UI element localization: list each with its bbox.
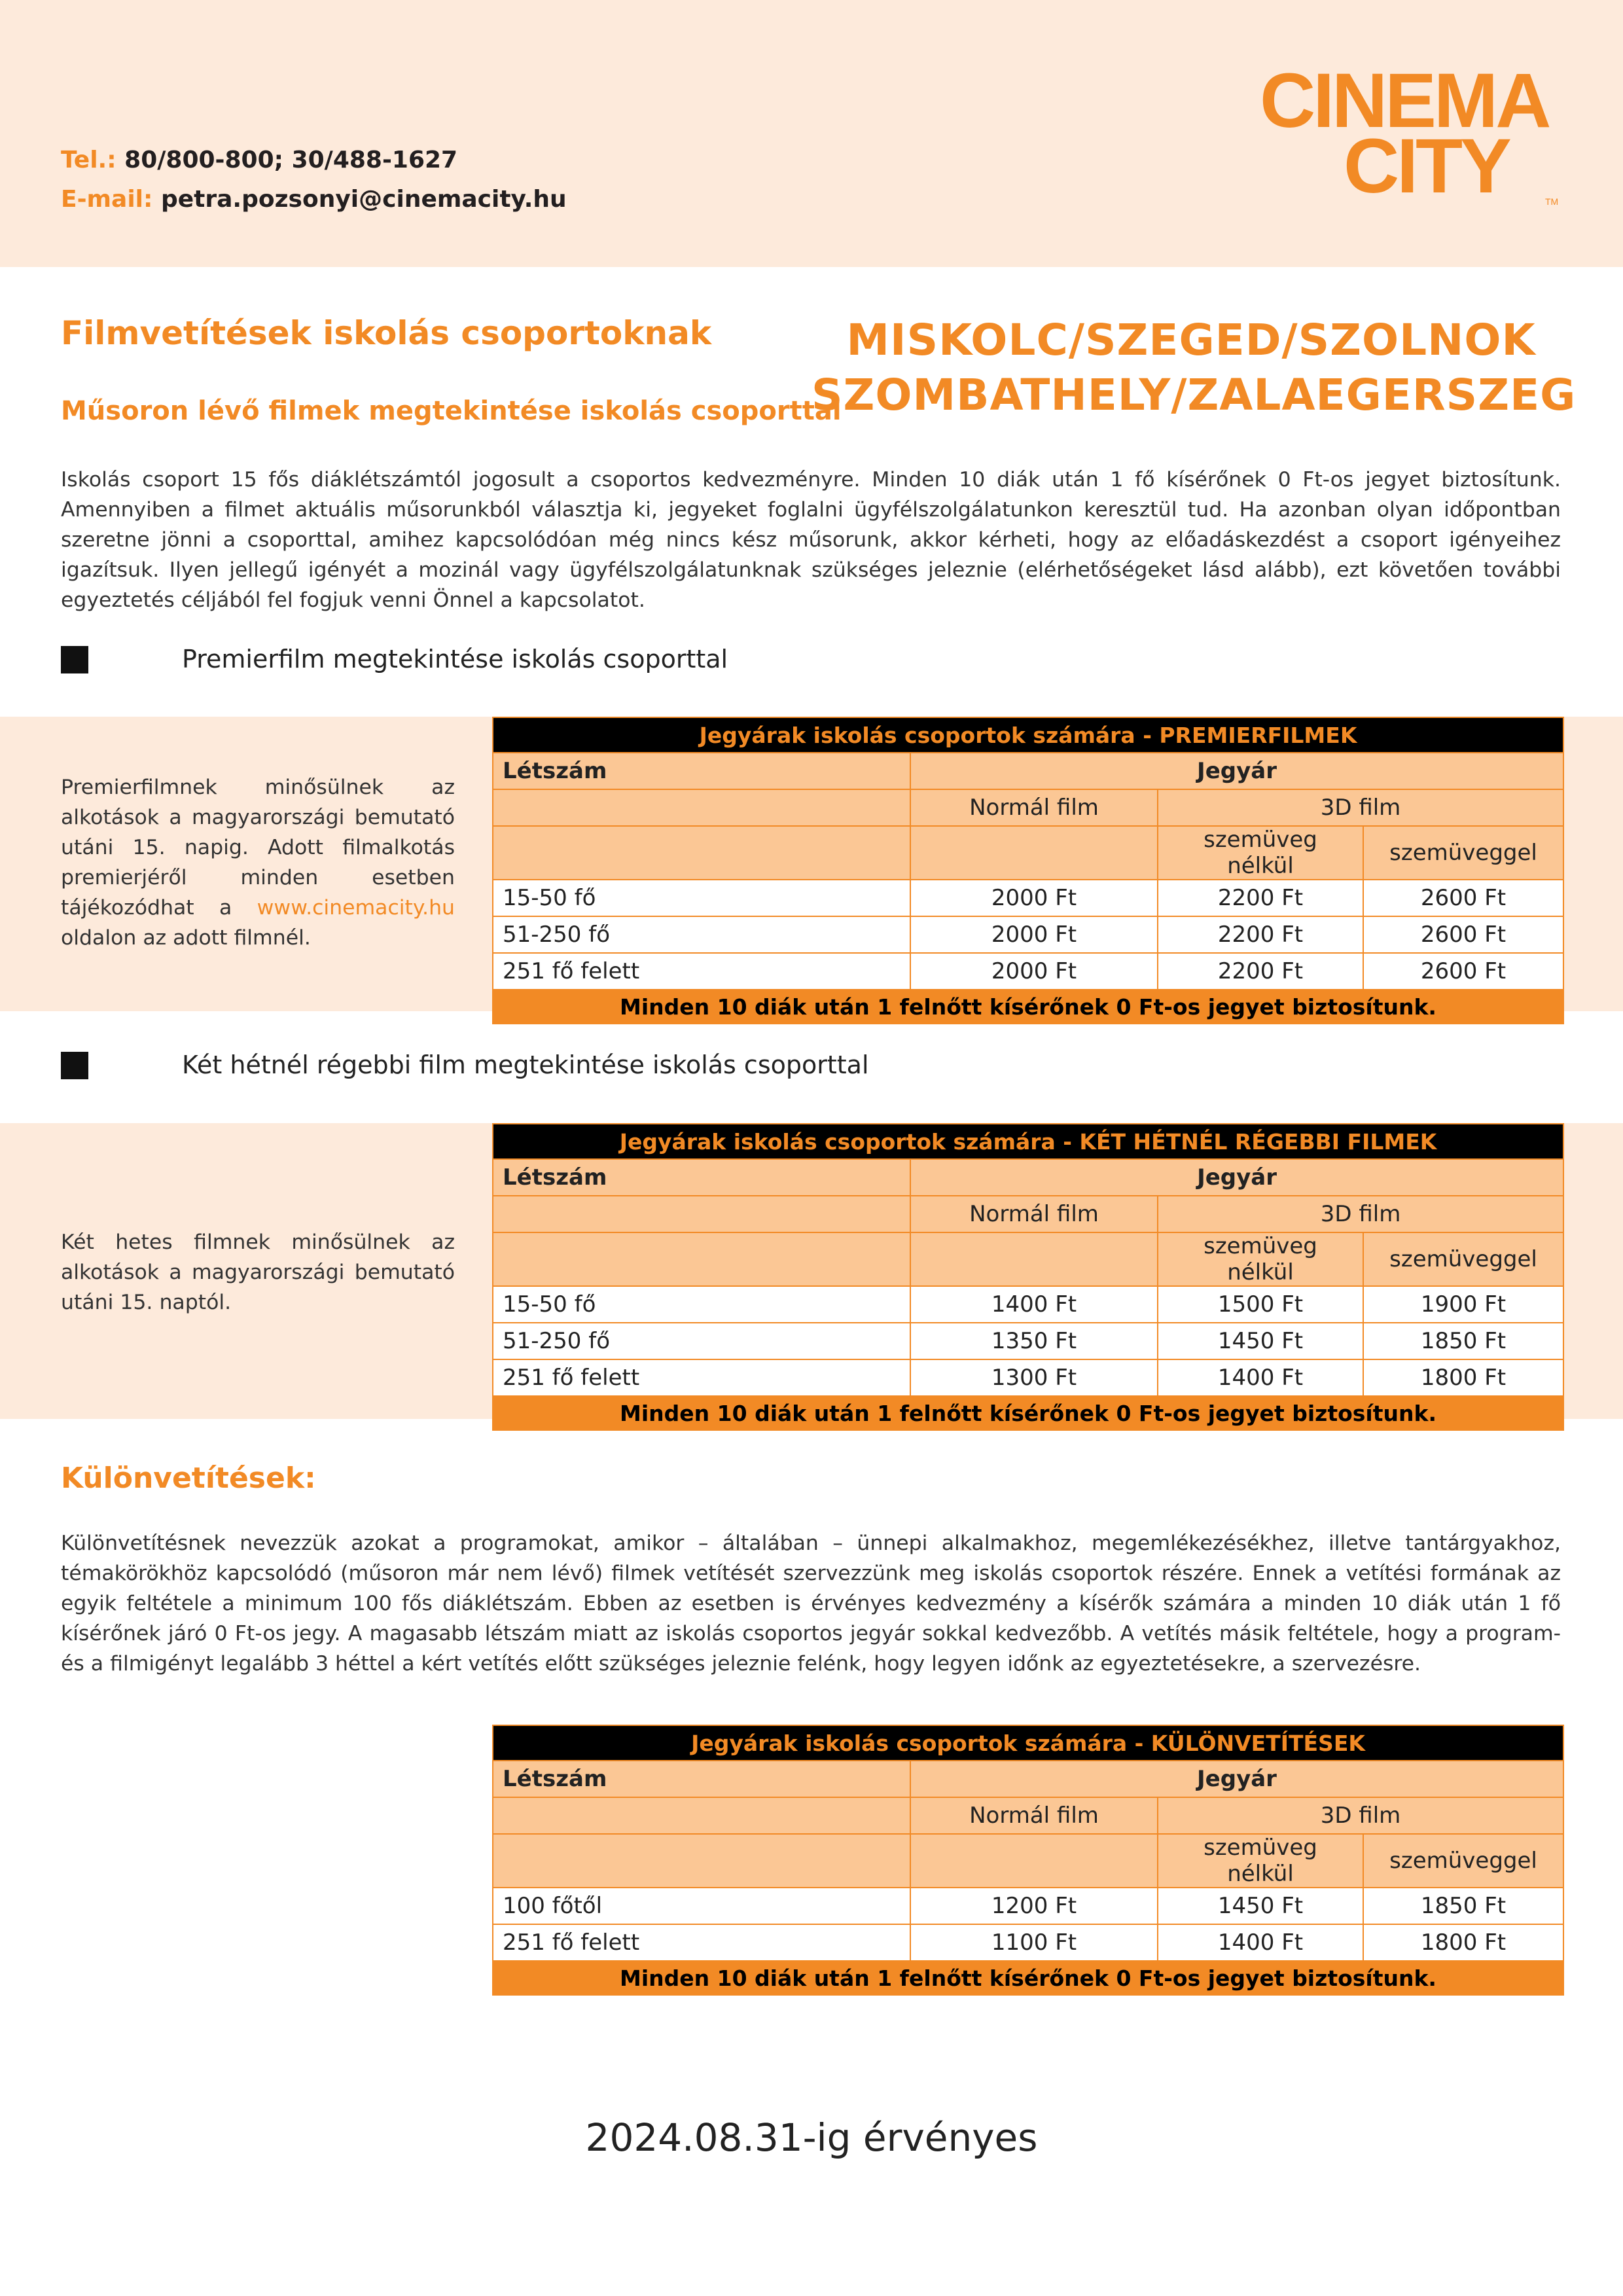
row-glass-price: 1900 Ft (1363, 1286, 1563, 1323)
empty-cell (493, 1797, 910, 1834)
table-row (493, 1286, 1563, 1323)
row-count: 251 fő felett (493, 953, 910, 990)
cities-line-1: MISKOLC/SZEGED/SZOLNOK (846, 315, 1536, 365)
col-noglass-header: szemüveg nélkül (1158, 1232, 1363, 1286)
premier-description-tail: oldalon az adott filmnél. (61, 926, 311, 950)
bullet-square-icon (61, 646, 88, 673)
row-noglass-price: 1450 Ft (1158, 1888, 1363, 1924)
email-line (61, 180, 567, 219)
col-normal-header: Normál film (910, 1797, 1158, 1834)
col-noglass-header: szemüveg nélkül (1158, 826, 1363, 880)
col-normal-header: Normál film (910, 1196, 1158, 1232)
table-row (493, 1359, 1563, 1396)
row-noglass-price: 1500 Ft (1158, 1286, 1363, 1323)
col-price-header: Jegyár (910, 1761, 1563, 1797)
row-normal-price: 1400 Ft (910, 1286, 1158, 1323)
row-glass-price: 1800 Ft (1363, 1359, 1563, 1396)
section-older-title: Két hétnél régebbi film megtekintése iskolás csoporttal (182, 1050, 869, 1079)
table-row (493, 916, 1563, 953)
table-title: Jegyárak iskolás csoportok számára - PREMIERFILMEK (493, 717, 1563, 753)
row-count: 251 fő felett (493, 1359, 910, 1396)
row-count: 15-50 fő (493, 880, 910, 916)
row-glass-price: 1850 Ft (1363, 1888, 1563, 1924)
intro-paragraph: Iskolás csoport 15 fős diáklétszámtól jogosult a csoportos kedvezményre. Minden 10 diák után 1 fő kísérőnek 0 Ft-os jegyet biztosítunk. Amennyiben a filmet aktuális műsorunkból választja ki, jegyeket foglalni ügyfélszolgálatunkon keresztül tud. Ha azonban olyan időpontban szeretne jönni a csoporttal, amihez kapcsolódóan még nincs kész műsorunk, akkor kérheti, hogy az előadáskezdést a csoport igényeihez igazítsuk. Ilyen jellegű igényét a mozinál vagy ügyfélszolgálatunknak szükséges jeleznie (elérhetőségeket lásd alább), ezt követően további egyeztetés céljából fel fogjuk venni Önnel a kapcsolatot. (61, 468, 1561, 612)
col-3d-header: 3D film (1158, 1196, 1563, 1232)
special-screenings-text: Különvetítésnek nevezzük azokat a programokat, amikor – általában – ünnepi alkalmakhoz, megemlékezésékhez, illetve tantárgyakhoz, témakörökhöz kapcsolódó (műsoron már nem lévő) filmek vetítését szervezzünk meg iskolás csoportok részére. Ennek a vetítési formának az egyik feltétele a minimum 100 fős diáklétszám. Ebben az esetben is érvényes kedvezmény a kísérők számára a minden 10 diák után 1 fő kísérőnek járó 0 Ft-os jegy. A magasabb létszám miatt az iskolás csoportos jegyár sokkal kedvezőbb. A vetítés másik feltétele, hogy a program- és a filmigényt legalább 3 héttel a kért vetítés előtt szükséges jeleznie felénk, hogy legyen időnk az egyeztetésekre, a szervezésre. (61, 1532, 1561, 1676)
col-count-header: Létszám (493, 1159, 910, 1196)
row-count: 15-50 fő (493, 1286, 910, 1323)
cinema-city-logo (1260, 58, 1567, 213)
row-glass-price: 2600 Ft (1363, 880, 1563, 916)
col-noglass-header: szemüveg nélkül (1158, 1834, 1363, 1888)
row-normal-price: 2000 Ft (910, 880, 1158, 916)
cities-line-2: SZOMBATHELY/ZALAEGERSZEG (812, 370, 1577, 420)
empty-cell (493, 1232, 910, 1286)
table-footer-note: Minden 10 diák után 1 felnőtt kísérőnek 0 Ft-os jegyet biztosítunk. (493, 990, 1563, 1024)
row-normal-price: 1100 Ft (910, 1924, 1158, 1961)
page-subtitle: Műsoron lévő filmek megtekintése iskolás csoporttal (61, 396, 842, 426)
page-title: Filmvetítések iskolás csoportoknak (61, 314, 712, 352)
table-row (493, 880, 1563, 916)
validity-note: 2024.08.31-ig érvényes (585, 2115, 1038, 2160)
empty-cell (910, 1232, 1158, 1286)
row-normal-price: 2000 Ft (910, 916, 1158, 953)
col-glass-header: szemüveggel (1363, 826, 1563, 880)
phone-value[interactable]: 80/800-800; 30/488-1627 (124, 147, 458, 173)
col-normal-header: Normál film (910, 789, 1158, 826)
email-value[interactable]: petra.pozsonyi@cinemacity.hu (160, 186, 567, 213)
row-normal-price: 2000 Ft (910, 953, 1158, 990)
row-glass-price: 1800 Ft (1363, 1924, 1563, 1961)
table-row (493, 953, 1563, 990)
table-row (493, 1888, 1563, 1924)
section-premier-title: Premierfilm megtekintése iskolás csoporttal (182, 645, 728, 673)
col-glass-header: szemüveggel (1363, 1232, 1563, 1286)
row-count: 51-250 fő (493, 916, 910, 953)
empty-cell (493, 1196, 910, 1232)
row-noglass-price: 2200 Ft (1158, 916, 1363, 953)
col-count-header: Létszám (493, 1761, 910, 1797)
row-noglass-price: 1400 Ft (1158, 1359, 1363, 1396)
row-noglass-price: 2200 Ft (1158, 953, 1363, 990)
row-glass-price: 2600 Ft (1363, 953, 1563, 990)
logo-line-2: CITY (1344, 123, 1509, 209)
premier-description-text: Premierfilmnek minősülnek az alkotások a magyarországi bemutató utáni 15. napig. Adott filmalkotás premierjéről minden esetben tájékozódhat a (61, 776, 455, 920)
contact-block (61, 141, 567, 219)
row-normal-price: 1300 Ft (910, 1359, 1158, 1396)
col-glass-header: szemüveggel (1363, 1834, 1563, 1888)
logo-trademark: TM (1545, 196, 1559, 207)
special-price-table (492, 1725, 1564, 1996)
row-count: 100 főtől (493, 1888, 910, 1924)
email-label: E-mail: (61, 186, 153, 213)
logo-line-1: CINEMA (1260, 58, 1549, 144)
row-count: 51-250 fő (493, 1323, 910, 1359)
premier-price-table (492, 717, 1564, 1024)
table-footer-note: Minden 10 diák után 1 felnőtt kísérőnek 0 Ft-os jegyet biztosítunk. (493, 1396, 1563, 1430)
row-count: 251 fő felett (493, 1924, 910, 1961)
cities-heading (812, 313, 1577, 423)
row-noglass-price: 1400 Ft (1158, 1924, 1363, 1961)
col-price-header: Jegyár (910, 1159, 1563, 1196)
phone-line (61, 141, 567, 180)
empty-cell (910, 826, 1158, 880)
empty-cell (493, 789, 910, 826)
premier-description (61, 772, 455, 953)
phone-label: Tel.: (61, 147, 116, 173)
col-3d-header: 3D film (1158, 1797, 1563, 1834)
table-footer-note: Minden 10 diák után 1 felnőtt kísérőnek 0 Ft-os jegyet biztosítunk. (493, 1961, 1563, 1995)
col-3d-header: 3D film (1158, 789, 1563, 826)
table-title: Jegyárak iskolás csoportok számára - KÉT HÉTNÉL RÉGEBBI FILMEK (493, 1124, 1563, 1159)
website-link[interactable]: www.cinemacity.hu (257, 896, 455, 920)
empty-cell (910, 1834, 1158, 1888)
row-noglass-price: 1450 Ft (1158, 1323, 1363, 1359)
special-screenings-heading: Különvetítések: (61, 1462, 316, 1495)
row-noglass-price: 2200 Ft (1158, 880, 1363, 916)
row-glass-price: 2600 Ft (1363, 916, 1563, 953)
table-row (493, 1924, 1563, 1961)
col-count-header: Létszám (493, 753, 910, 789)
row-normal-price: 1350 Ft (910, 1323, 1158, 1359)
empty-cell (493, 1834, 910, 1888)
older-description: Két hetes filmnek minősülnek az alkotások a magyarországi bemutató utáni 15. naptól. (61, 1230, 455, 1314)
older-price-table (492, 1123, 1564, 1431)
row-glass-price: 1850 Ft (1363, 1323, 1563, 1359)
table-title: Jegyárak iskolás csoportok számára - KÜLÖNVETÍTÉSEK (493, 1725, 1563, 1761)
empty-cell (493, 826, 910, 880)
bullet-square-icon (61, 1052, 88, 1079)
col-price-header: Jegyár (910, 753, 1563, 789)
table-row (493, 1323, 1563, 1359)
row-normal-price: 1200 Ft (910, 1888, 1158, 1924)
